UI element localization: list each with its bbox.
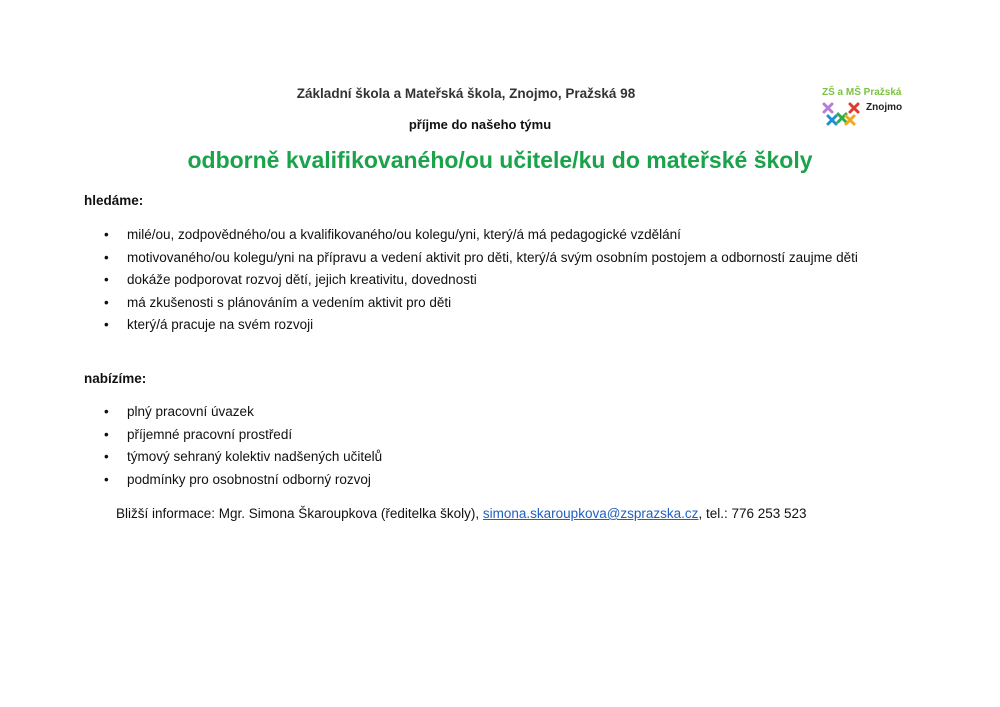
email-link[interactable]: simona.skaroupkova@zsprazska.cz [482,506,699,521]
position-title: odborně kvalifikovaného/ou učitele/ku do mateřské školy [187,147,813,173]
list-item: • týmový sehraný kolektiv nadšených učitelů [104,446,916,469]
list-item: • podmínky pro osobnostní odborný rozvoj [104,469,916,492]
offering-list [104,401,916,491]
list-item: • milé/ou, zodpovědného/ou a kvalifikovaného/ou kolegu/yni, který/á má pedagogické vzdělání [104,224,916,247]
list-item: • dokáže podporovat rozvoj dětí, jejich kreativitu, dovednosti [104,269,916,292]
bullet-icon: • [104,249,109,265]
bullet-icon: • [104,294,109,310]
seeking-list [104,224,916,337]
school-logo [818,86,913,131]
logo-line2: Znojmo [866,102,903,113]
school-name: Základní škola a Mateřská škola, Znojmo, Pražská 98 [296,86,636,101]
bullet-icon: • [104,272,109,287]
bullet-icon: • [104,471,109,487]
contact-suffix: , tel.: 776 253 523 [698,506,807,521]
list-item: • motivovaného/ou kolegu/yni na přípravu a vedení aktivit pro děti, který/á svým osobním postojem a odborností zaujme děti [104,247,916,270]
children-figures-icon [820,100,866,128]
list-item: • který/á pracuje na svém rozvoji [104,314,916,337]
contact-line [116,506,807,521]
offering-heading: nabízíme: [84,371,147,386]
list-item: • příjemné pracovní prostředí [104,424,916,447]
hiring-line: příjme do našeho týmu [408,117,552,132]
bullet-icon: • [104,449,109,464]
bullet-icon: • [104,317,109,332]
contact-prefix: Bližší informace: Mgr. Simona Škaroupkova (ředitelka školy), [116,506,483,521]
list-item: • plný pracovní úvazek [104,401,916,424]
list-item: • má zkušenosti s plánováním a vedením aktivit pro děti [104,292,916,315]
bullet-icon: • [104,227,109,242]
seeking-heading: hledáme: [84,193,144,208]
bullet-icon: • [104,426,109,442]
bullet-icon: • [104,404,109,419]
logo-line1: ZŠ a MŠ Pražská [822,87,902,98]
